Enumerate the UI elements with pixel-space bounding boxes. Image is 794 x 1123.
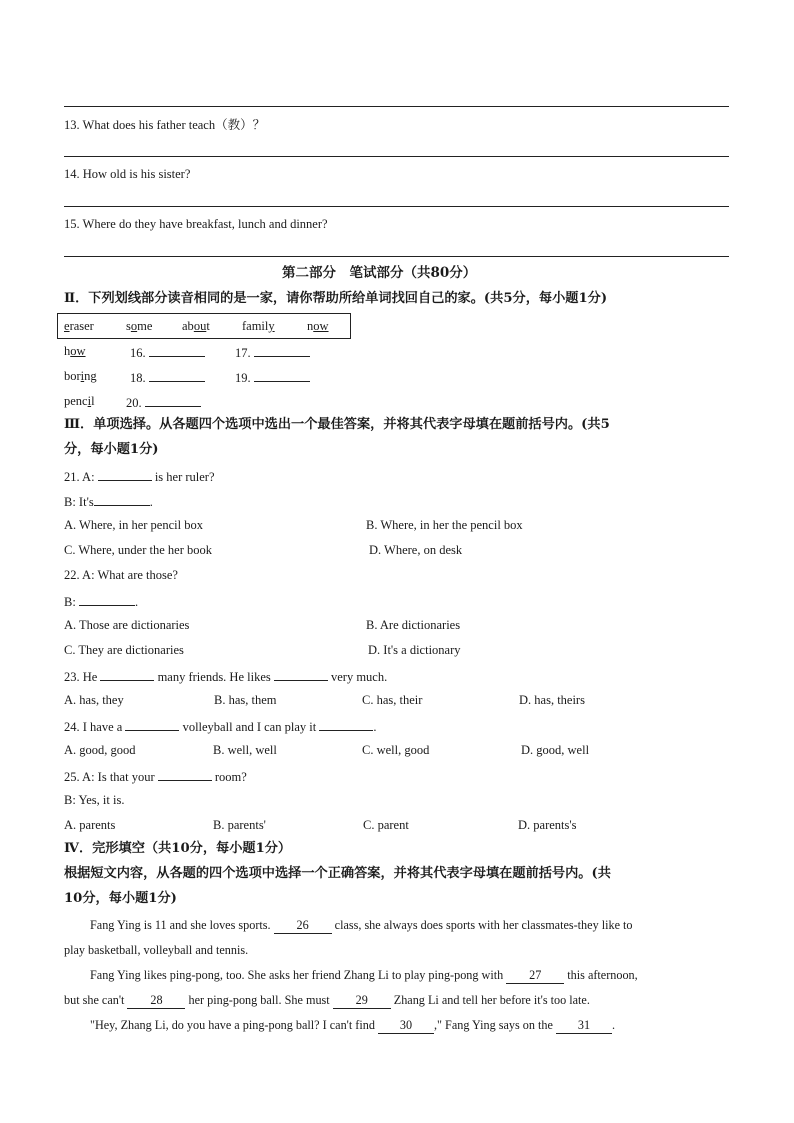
question-14: 14. How old is his sister? <box>64 167 191 181</box>
question-22-b: B: . <box>64 592 138 610</box>
passage-line: "Hey, Zhang Li, do you have a ping-pong ball? I can't find 30 ," Fang Ying says on the 31 . <box>90 1018 616 1032</box>
blank-18[interactable]: 18. <box>130 368 205 386</box>
option-23-d[interactable]: D. has, theirs <box>519 693 585 707</box>
section-4-heading: Ⅳ．完形填空（共10分，每小题1分） <box>64 841 292 856</box>
question-22: 22. A: What are those? <box>64 568 178 582</box>
passage-line: Fang Ying likes ping-pong, too. She asks her friend Zhang Li to play ping-pong with 27 this afternoon, <box>90 968 638 982</box>
option-23-b[interactable]: B. has, them <box>214 693 277 707</box>
option-25-b[interactable]: B. parents' <box>213 818 266 832</box>
option-24-c[interactable]: C. well, good <box>362 743 430 757</box>
question-21-b: B: It's . <box>64 492 153 510</box>
question-23: 23. He many friends. He likes very much. <box>64 667 387 685</box>
blank-16[interactable]: 16. <box>130 343 205 361</box>
passage-line: Fang Ying is 11 and she loves sports. 26 class, she always does sports with her classmates-they like to <box>90 918 633 932</box>
group-word-boring: boring <box>64 369 97 383</box>
blank-17[interactable]: 17. <box>235 343 310 361</box>
blank-19[interactable]: 19. <box>235 368 310 386</box>
option-22-a[interactable]: A. Those are dictionaries <box>64 618 190 632</box>
answer-line[interactable] <box>64 156 729 157</box>
group-word-how: how <box>64 344 86 358</box>
option-24-b[interactable]: B. well, well <box>213 743 277 757</box>
question-15: 15. Where do they have breakfast, lunch and dinner? <box>64 217 328 231</box>
option-21-c[interactable]: C. Where, under the her book <box>64 543 212 557</box>
question-25: 25. A: Is that your room? <box>64 767 247 785</box>
section-3-heading: Ⅲ．单项选择。从各题四个选项中选出一个最佳答案，并将其代表字母填在题前括号内。(共5 <box>64 417 610 432</box>
word-family: family <box>242 319 275 333</box>
blank-29[interactable]: 29 <box>333 992 391 1009</box>
answer-line[interactable] <box>64 206 729 207</box>
part-title: 第二部分 笔试部分（共80分） <box>282 265 477 281</box>
section-4-instructions: 根据短文内容，从各题的四个选项中选择一个正确答案，并将其代表字母填在题前括号内。(共 <box>64 866 611 881</box>
option-25-c[interactable]: C. parent <box>363 818 409 832</box>
option-23-a[interactable]: A. has, they <box>64 693 124 707</box>
word-eraser: eraser <box>64 319 94 333</box>
word-about: about <box>182 319 210 333</box>
option-21-b[interactable]: B. Where, in her the pencil box <box>366 518 523 532</box>
question-21: 21. A: is her ruler? <box>64 467 215 485</box>
group-word-pencil: pencil <box>64 394 95 408</box>
section-4-instructions-cont: 10分，每小题1分) <box>64 891 177 906</box>
option-22-c[interactable]: C. They are dictionaries <box>64 643 184 657</box>
answer-line[interactable] <box>64 256 729 257</box>
option-24-d[interactable]: D. good, well <box>521 743 590 757</box>
question-24: 24. I have a volleyball and I can play it . <box>64 717 376 735</box>
option-22-b[interactable]: B. Are dictionaries <box>366 618 461 632</box>
option-25-d[interactable]: D. parents's <box>518 818 577 832</box>
blank-20[interactable]: 20. <box>126 393 201 411</box>
option-22-d[interactable]: D. It's a dictionary <box>368 643 461 657</box>
option-21-a[interactable]: A. Where, in her pencil box <box>64 518 203 532</box>
question-25-b: B: Yes, it is. <box>64 793 125 807</box>
option-23-c[interactable]: C. has, their <box>362 693 423 707</box>
question-13: 13. What does his father teach（教）？ <box>64 118 266 132</box>
blank-30[interactable]: 30 <box>378 1017 434 1034</box>
option-24-a[interactable]: A. good, good <box>64 743 136 757</box>
passage-line: but she can't 28 her ping-pong ball. She must 29 Zhang Li and tell her before it's too late. <box>64 993 590 1007</box>
section-2-heading: Ⅱ．下列划线部分读音相同的是一家，请你帮助所给单词找回自己的家。(共5分，每小题1分) <box>64 291 608 306</box>
blank-26[interactable]: 26 <box>274 917 332 934</box>
blank-28[interactable]: 28 <box>127 992 185 1009</box>
section-3-heading-cont: 分，每小题1分) <box>64 442 159 457</box>
answer-line[interactable] <box>64 106 729 107</box>
passage-line: play basketball, volleyball and tennis. <box>64 943 249 957</box>
word-some: some <box>126 319 153 333</box>
blank-27[interactable]: 27 <box>506 967 564 984</box>
blank-31[interactable]: 31 <box>556 1017 612 1034</box>
word-now: now <box>307 319 329 333</box>
option-21-d[interactable]: D. Where, on desk <box>369 543 463 557</box>
option-25-a[interactable]: A. parents <box>64 818 116 832</box>
